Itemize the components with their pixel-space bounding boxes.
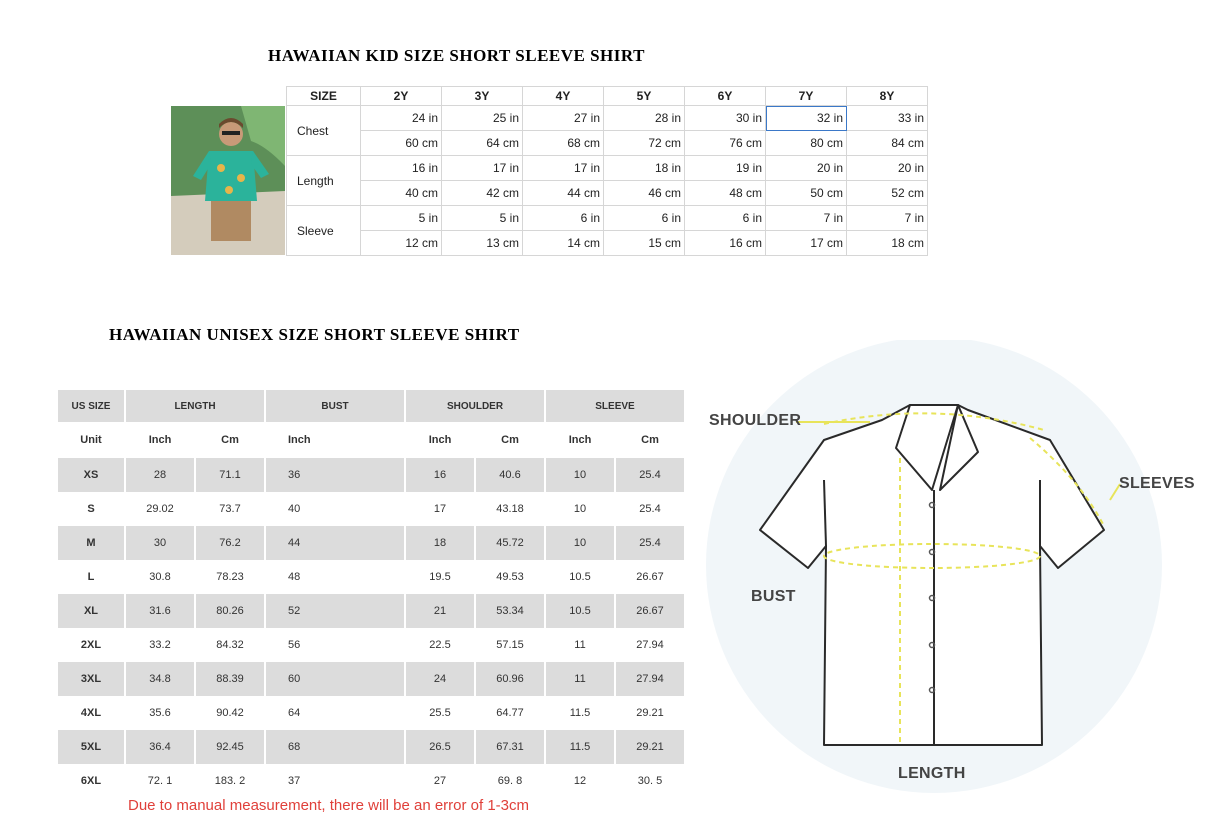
kid-row [287,106,928,131]
unisex-size-label: S [87,503,95,515]
unisex-cell: 36 [266,458,404,492]
kid-cell[interactable]: 52 cm [847,181,928,206]
unisex-cell: 25.4 [616,458,684,492]
unisex-cell: 183. 2 [214,775,246,787]
unisex-unit-header: Inch [148,434,172,446]
unisex-cell: 64 [288,707,301,719]
unisex-cell: 25.4 [616,526,684,560]
unisex-cell: 52 [266,594,404,628]
kid-cell[interactable]: 27 in [523,106,604,131]
kid-cell[interactable]: 44 cm [523,181,604,206]
unisex-cell: 18 [406,526,474,560]
kid-cell[interactable]: 7 in [847,206,928,231]
kid-cell[interactable]: 7 in [766,206,847,231]
unisex-unit-header: Cm [641,434,659,446]
kid-cell[interactable]: 6 in [604,206,685,231]
kid-cell[interactable]: 84 cm [847,131,928,156]
unisex-cell: 10 [546,526,614,560]
unisex-cell: 80.26 [196,594,264,628]
kid-row [287,131,928,156]
unisex-cell: 10 [546,458,614,492]
unisex-size-label: 6XL [80,775,102,787]
kid-measure-label: Length [287,156,361,206]
unisex-cell: 10.5 [546,594,614,628]
unisex-cell: 60.96 [476,662,544,696]
unisex-cell: 69. 8 [497,775,523,787]
kid-cell[interactable]: 5 in [361,206,442,231]
unisex-unit-header: Cm [221,434,239,446]
unisex-cell: 12 [573,775,587,787]
unisex-cell: 16 [406,458,474,492]
unisex-cell: 11.5 [546,730,614,764]
kid-cell[interactable]: 14 cm [523,231,604,256]
kid-cell[interactable]: 20 in [847,156,928,181]
unisex-unit-header: Cm [501,434,519,446]
kid-cell[interactable]: 76 cm [685,131,766,156]
unisex-cell: 27 [433,775,447,787]
unisex-group-header: LENGTH [126,390,264,422]
unisex-cell: 90.42 [216,707,244,719]
unisex-cell: 45.72 [476,526,544,560]
kid-cell[interactable]: 13 cm [442,231,523,256]
kid-cell[interactable]: 17 cm [766,231,847,256]
kid-measure-label: Sleeve [287,206,361,256]
kid-cell[interactable]: 48 cm [685,181,766,206]
shirt-diagram-svg [700,340,1208,810]
unisex-size-row [58,458,684,492]
unisex-group-header-row [58,390,684,422]
unisex-size-row [58,560,684,594]
kid-header-cell: 4Y [523,87,604,106]
unisex-cell: 11 [546,662,614,696]
unisex-cell: 26.67 [636,571,664,583]
kid-cell[interactable]: 30 in [685,106,766,131]
unisex-size-row [58,696,684,730]
unisex-size-label: 3XL [58,662,124,696]
kid-cell-selected[interactable]: 32 in [766,106,847,131]
unisex-size-table [56,390,686,798]
kid-cell[interactable]: 16 in [361,156,442,181]
kid-cell[interactable]: 17 in [523,156,604,181]
unisex-size-row [58,594,684,628]
kid-header-cell: 8Y [847,87,928,106]
unisex-unit-header: Inch [288,434,311,446]
unisex-cell: 28 [126,458,194,492]
unisex-size-row [58,662,684,696]
unisex-cell: 44 [266,526,404,560]
measurement-error-note: Due to manual measurement, there will be an error of 1-3cm [128,797,530,814]
unisex-unit-header-row [58,422,684,458]
unisex-cell: 56 [288,639,301,651]
kid-row [287,156,928,181]
kid-row [287,181,928,206]
unisex-size-label: 5XL [58,730,124,764]
unisex-size-label: L [87,571,95,583]
unisex-cell: 25.4 [639,503,661,515]
kid-cell[interactable]: 18 in [604,156,685,181]
unisex-cell: 33.2 [149,639,171,651]
unisex-cell: 34.8 [126,662,194,696]
shoulder-label: SHOULDER [709,412,802,429]
unisex-cell: 92.45 [196,730,264,764]
unisex-cell: 36.4 [126,730,194,764]
kid-cell[interactable]: 25 in [442,106,523,131]
unisex-cell: 30 [126,526,194,560]
unisex-cell: 30.8 [149,571,171,583]
unisex-size-row [58,628,684,662]
unisex-size-row [58,492,684,526]
unisex-cell: 35.6 [149,707,171,719]
kid-cell[interactable]: 20 in [766,156,847,181]
unisex-cell: 31.6 [126,594,194,628]
kid-header-cell: 3Y [442,87,523,106]
unisex-cell: 49.53 [496,571,524,583]
unisex-cell: 10.5 [569,571,591,583]
unisex-group-header: SLEEVE [546,390,684,422]
shirt-measurement-diagram [700,340,1208,810]
unisex-size-row [58,730,684,764]
unisex-cell: 72. 1 [147,775,173,787]
unisex-group-header: SHOULDER [406,390,544,422]
unisex-size-label: M [58,526,124,560]
unisex-cell: 25.5 [429,707,451,719]
kid-header-cell: SIZE [287,87,361,106]
unisex-cell: 43.18 [496,503,524,515]
kid-cell[interactable]: 46 cm [604,181,685,206]
length-label: LENGTH [898,765,966,782]
kid-cell[interactable]: 40 cm [361,181,442,206]
kid-cell[interactable]: 64 cm [442,131,523,156]
unisex-cell: 26.67 [616,594,684,628]
unisex-cell: 11 [574,639,586,651]
kid-header-cell: 2Y [361,87,442,106]
unisex-cell: 26.5 [406,730,474,764]
kid-measure-label: Chest [287,106,361,156]
kid-size-table [286,86,928,256]
unisex-cell: 68 [266,730,404,764]
unisex-cell: 76.2 [196,526,264,560]
unisex-cell: 17 [433,503,447,515]
unisex-cell: 27.94 [636,639,664,651]
unisex-cell: 19.5 [429,571,451,583]
unisex-cell: 29.21 [636,707,664,719]
unisex-size-row [58,526,684,560]
unisex-group-header: BUST [266,390,404,422]
kid-cell[interactable]: 6 in [685,206,766,231]
kid-cell[interactable]: 17 in [442,156,523,181]
kid-cell[interactable]: 19 in [685,156,766,181]
unisex-cell: 29.21 [616,730,684,764]
unisex-cell: 37 [288,775,301,787]
unisex-cell: 21 [406,594,474,628]
kid-cell[interactable]: 60 cm [361,131,442,156]
kid-cell[interactable]: 5 in [442,206,523,231]
kid-cell[interactable]: 18 cm [847,231,928,256]
unisex-chart-title: HAWAIIAN UNISEX SIZE SHORT SLEEVE SHIRT [109,325,520,344]
unisex-cell: 22.5 [429,639,451,651]
unisex-cell: 40.6 [476,458,544,492]
unisex-cell: 64.77 [496,707,524,719]
unisex-size-label: XL [58,594,124,628]
kid-row [287,231,928,256]
unisex-cell: 48 [288,571,301,583]
unisex-unit-header: Inch [428,434,452,446]
unisex-cell: 84.32 [216,639,244,651]
kid-cell[interactable]: 72 cm [604,131,685,156]
unisex-cell: 67.31 [476,730,544,764]
unisex-cell: 88.39 [196,662,264,696]
kid-cell[interactable]: 68 cm [523,131,604,156]
kid-cell[interactable]: 16 cm [685,231,766,256]
kid-cell[interactable]: 15 cm [604,231,685,256]
unisex-cell: 10 [573,503,587,515]
kid-cell[interactable]: 12 cm [361,231,442,256]
unisex-cell: 30. 5 [637,775,663,787]
kid-model-photo [171,106,285,255]
kid-header-cell: 5Y [604,87,685,106]
unisex-cell: 71.1 [196,458,264,492]
unisex-size-label: 4XL [80,707,102,719]
unisex-cell: 27.94 [616,662,684,696]
unisex-size-label: 2XL [80,639,102,651]
unisex-cell: 78.23 [216,571,244,583]
unisex-size-label: XS [58,458,124,492]
bust-label: BUST [751,588,796,605]
kid-cell[interactable]: 28 in [604,106,685,131]
sleeves-label: SLEEVES [1119,475,1195,492]
kid-cell[interactable]: 33 in [847,106,928,131]
unisex-unit-header: Inch [568,434,592,446]
unisex-group-header: US SIZE [58,390,124,422]
kid-row [287,206,928,231]
unisex-cell: 24 [406,662,474,696]
unisex-cell: 53.34 [476,594,544,628]
unisex-size-row [58,764,684,798]
unisex-unit-header: Unit [80,434,102,446]
kid-cell[interactable]: 6 in [523,206,604,231]
unisex-cell: 29.02 [146,503,174,515]
unisex-cell: 57.15 [496,639,524,651]
unisex-cell: 73.7 [219,503,241,515]
kid-chart-title: HAWAIIAN KID SIZE SHORT SLEEVE SHIRT [268,46,645,65]
kid-cell[interactable]: 50 cm [766,181,847,206]
kid-cell[interactable]: 80 cm [766,131,847,156]
unisex-cell: 40 [288,503,301,515]
kid-header-cell: 7Y [766,87,847,106]
kid-cell[interactable]: 42 cm [442,181,523,206]
kid-cell[interactable]: 24 in [361,106,442,131]
unisex-cell: 60 [266,662,404,696]
kid-header-cell: 6Y [685,87,766,106]
unisex-cell: 11.5 [569,707,591,719]
kid-header-row [287,87,928,106]
